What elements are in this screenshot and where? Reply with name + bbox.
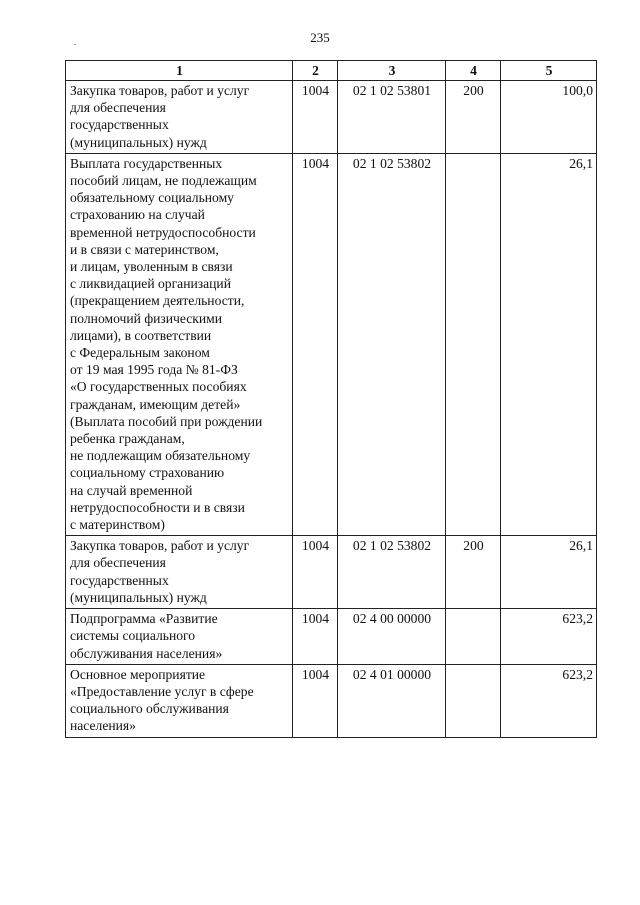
- row-section: 1004: [293, 153, 338, 535]
- row-amount: 100,0: [501, 81, 597, 154]
- row-section: 1004: [293, 536, 338, 609]
- row-amount: 623,2: [501, 609, 597, 665]
- row-expense-kind: [446, 609, 501, 665]
- row-section: 1004: [293, 664, 338, 737]
- row-section: 1004: [293, 609, 338, 665]
- row-amount: 26,1: [501, 536, 597, 609]
- table-header-row: [66, 61, 597, 81]
- table-row: [66, 81, 597, 154]
- column-header-name: 1: [66, 61, 293, 81]
- row-section: 1004: [293, 81, 338, 154]
- row-expense-kind: [446, 153, 501, 535]
- row-target-code: 02 1 02 53802: [338, 153, 446, 535]
- table-row: [66, 664, 597, 737]
- row-expense-kind: 200: [446, 81, 501, 154]
- row-name: Подпрограмма «Развитие системы социального обслуживания населения»: [66, 609, 293, 665]
- table-row: [66, 609, 597, 665]
- row-name: Закупка товаров, работ и услуг для обеспечения государственных (муниципальных) нужд: [66, 81, 293, 154]
- row-target-code: 02 4 00 00000: [338, 609, 446, 665]
- row-amount: 26,1: [501, 153, 597, 535]
- column-header-amount: 5: [501, 61, 597, 81]
- row-target-code: 02 1 02 53802: [338, 536, 446, 609]
- row-target-code: 02 1 02 53801: [338, 81, 446, 154]
- row-expense-kind: 200: [446, 536, 501, 609]
- table-row: [66, 536, 597, 609]
- row-name: Выплата государственных пособий лицам, не подлежащим обязательному социальному страхованию на случай временной нетрудоспособности и в связи с материнством, и лицам, уволенным в связи с ликвидацией организаций (прекращением деятельности, полномочий физическими лицами), в соответствии с Федеральным законом от 19 мая 1995 года № 81-ФЗ «О государственных пособиях гражданам, имеющим детей» (Выплата пособий при рождении ребенка гражданам, не подлежащим обязательному социальному страхованию на случай временной нетрудоспособности и в связи с материнством): [66, 153, 293, 535]
- row-amount: 623,2: [501, 664, 597, 737]
- row-name: Закупка товаров, работ и услуг для обеспечения государственных (муниципальных) нужд: [66, 536, 293, 609]
- page-number: 235: [310, 30, 330, 45]
- column-header-target-code: 3: [338, 61, 446, 81]
- row-name: Основное мероприятие «Предоставление услуг в сфере социального обслуживания населения»: [66, 664, 293, 737]
- row-target-code: 02 4 01 00000: [338, 664, 446, 737]
- column-header-expense-kind: 4: [446, 61, 501, 81]
- scan-speck: [74, 44, 76, 45]
- column-header-section: 2: [293, 61, 338, 81]
- row-expense-kind: [446, 664, 501, 737]
- table-row: [66, 153, 597, 535]
- budget-table: [65, 60, 597, 738]
